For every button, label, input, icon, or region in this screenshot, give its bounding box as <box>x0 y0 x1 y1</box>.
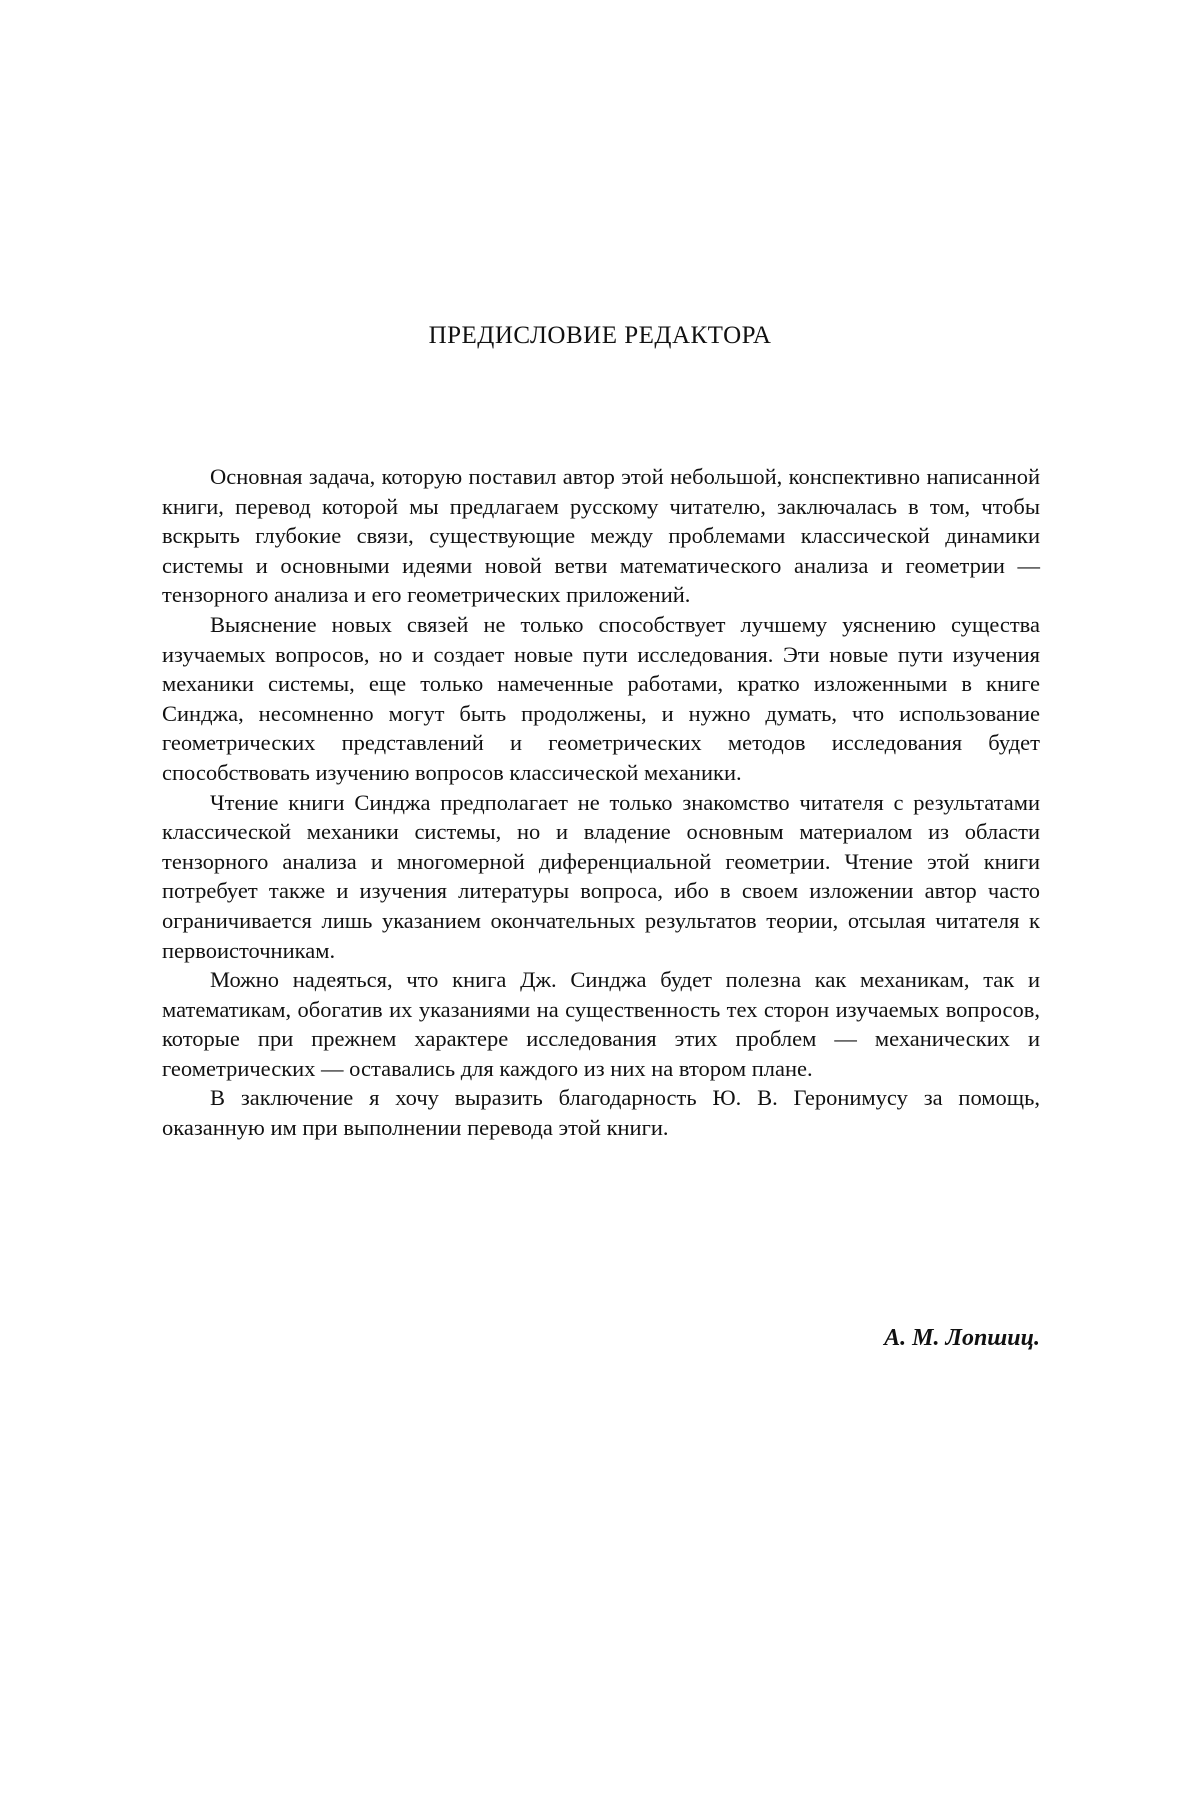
page-title: ПРЕДИСЛОВИЕ РЕДАКТОРА <box>428 322 772 349</box>
editor-signature: А. М. Лопшиц. <box>884 1325 1040 1351</box>
paragraph-4: Можно надеяться, что книга Дж. Синджа будет полезна как механикам, так и математикам, обогатив их указаниями на существенность тех сторон изучаемых вопросов, которые при прежнем характере исследования этих проблем — механических и геометрических — оставались для каждого из них на втором плане. <box>162 967 1040 1081</box>
preface-body <box>162 462 1040 1143</box>
paragraph-1: Основная задача, которую поставил автор этой небольшой, конспективно написанной книги, перевод которой мы предлагаем русскому читателю, заключалась в том, чтобы вскрыть глубокие связи, существующие между проблемами классической динамики системы и основными идеями новой ветви математического анализа и геометрии — тензорного анализа и его геометрических приложений. <box>162 464 1040 608</box>
paragraph-3: Чтение книги Синджа предполагает не только знакомство читателя с результатами классической механики системы, но и владение основным материалом из области тензорного анализа и многомерной диференциальной геометрии. Чтение этой книги потребует также и изучения литературы вопроса, ибо в своем изложении автор часто ограничивается лишь указанием окончательных результатов теории, отсылая читателя к первоисточникам. <box>162 789 1040 963</box>
paragraph-5: В заключение я хочу выразить благодарность Ю. В. Геронимусу за помощь, оказанную им при выполнении перевода этой книги. <box>162 1085 1040 1141</box>
paragraph-2: Выяснение новых связей не только способствует лучшему уяснению существа изучаемых вопросов, но и создает новые пути исследования. Эти новые пути изучения механики системы, еще только намеченные работами, кратко изложенными в книге Синджа, несомненно могут быть продолжены, и нужно думать, что использование геометрических представлений и геометрических методов исследования будет способствовать изучению вопросов классической механики. <box>162 611 1040 785</box>
